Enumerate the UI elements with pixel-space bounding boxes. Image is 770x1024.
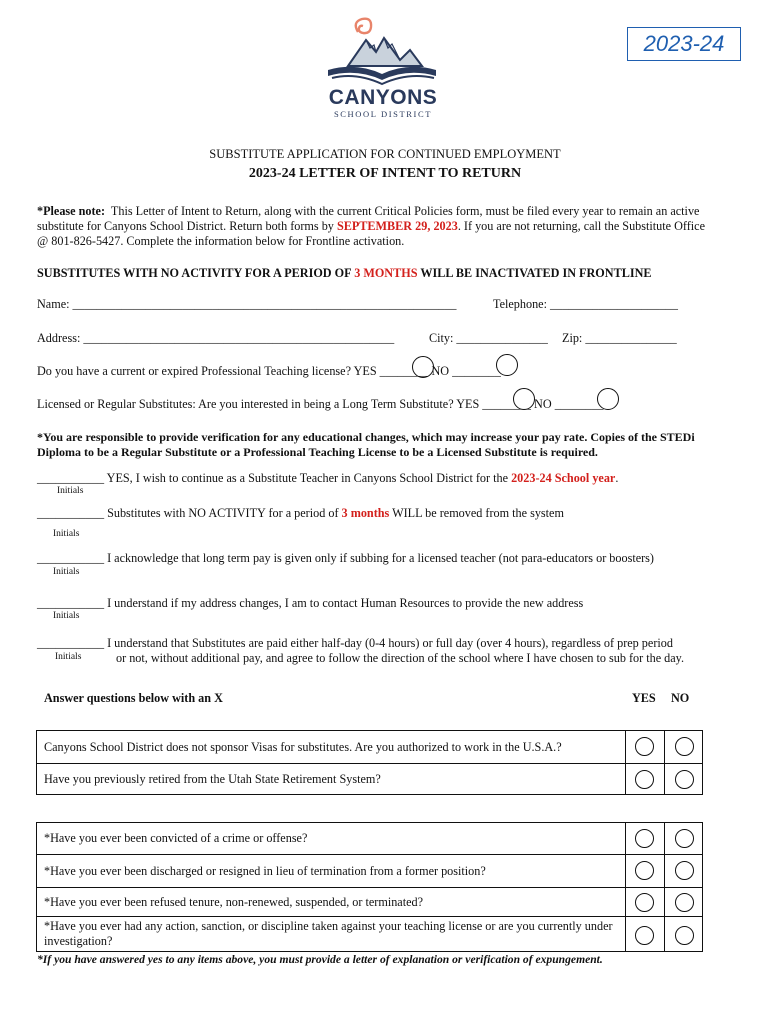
note-text-3: . If you are not returning, call the Substitute Office <box>457 219 706 233</box>
license-no-circle[interactable] <box>496 354 518 376</box>
logo-name: CANYONS <box>328 86 438 109</box>
city-field[interactable]: City: _______________ <box>429 331 548 345</box>
question-table-1 <box>36 730 703 795</box>
question-text: *Have you ever been refused tenure, non-renewed, suspended, or terminated? <box>44 895 424 909</box>
logo-graphic-icon <box>318 14 448 90</box>
item-1-post: . <box>615 471 619 485</box>
verification-line-1: *You are responsible to provide verification for any educational changes, which may increase your pay rate. Copies of the STEDi <box>37 430 695 444</box>
item-1-highlight: 2023-24 School year <box>511 471 616 485</box>
note-deadline: SEPTEMBER 29, 2023 <box>336 219 458 233</box>
initials-blank[interactable]: ___________ <box>37 506 105 520</box>
year-badge <box>627 27 741 61</box>
inactivation-months: 3 MONTHS <box>354 266 418 280</box>
initials-blank[interactable]: ___________ <box>37 551 105 565</box>
yes-circle[interactable] <box>635 737 654 756</box>
no-circle[interactable] <box>675 926 694 945</box>
verification-line-2: Diploma to be a Regular Substitute or a Professional Teaching License to be a Licensed Substitute is required. <box>37 445 598 459</box>
yes-circle[interactable] <box>635 829 654 848</box>
no-circle[interactable] <box>675 770 694 789</box>
initials-blank[interactable]: ___________ <box>37 471 105 485</box>
telephone-field[interactable]: Telephone: _____________________ <box>493 297 678 311</box>
footer-note: *If you have answered yes to any items above, you must provide a letter of explanation or verification of expungement. <box>37 953 603 966</box>
page-subtitle: SUBSTITUTE APPLICATION FOR CONTINUED EMPLOYMENT <box>209 147 561 161</box>
address-field[interactable]: Address: ___________________________________________________ <box>37 331 395 345</box>
column-divider <box>664 731 665 794</box>
column-divider <box>625 823 626 951</box>
district-logo <box>318 14 448 120</box>
yes-header: YES <box>632 691 656 705</box>
question-text: Have you previously retired from the Utah State Retirement System? <box>44 772 381 786</box>
question-table-2 <box>36 822 703 952</box>
longterm-no-circle[interactable] <box>597 388 619 410</box>
item-2 <box>37 506 564 521</box>
no-circle[interactable] <box>675 893 694 912</box>
item-1 <box>37 471 618 486</box>
no-circle[interactable] <box>675 861 694 880</box>
item-2-highlight: 3 months <box>341 506 390 520</box>
note-text-2: substitute for Canyons School District. Return both forms by <box>37 219 334 233</box>
question-row <box>37 917 702 953</box>
initials-label: Initials <box>55 652 82 662</box>
item-4 <box>37 596 583 611</box>
page-title: 2023-24 LETTER OF INTENT TO RETURN <box>248 166 522 181</box>
question-row <box>37 855 702 888</box>
name-field[interactable]: Name: _______________________________________________________________ <box>37 297 457 311</box>
no-circle[interactable] <box>675 829 694 848</box>
item-5 <box>37 636 673 651</box>
note-line-3 <box>37 234 404 249</box>
question-row <box>37 731 702 764</box>
zip-field[interactable]: Zip: _______________ <box>562 331 677 345</box>
license-yes-circle[interactable] <box>412 356 434 378</box>
answer-header: Answer questions below with an X <box>44 691 223 705</box>
inactivation-warning <box>37 266 652 281</box>
question-row <box>37 888 702 917</box>
item-5-text-2: or not, without additional pay, and agree to follow the direction of the school where I have chosen to sub for the day. <box>116 651 685 665</box>
yes-circle[interactable] <box>635 926 654 945</box>
yes-circle[interactable] <box>635 893 654 912</box>
inactivation-post: WILL BE INACTIVATED IN FRONTLINE <box>420 266 652 280</box>
license-question: Do you have a current or expired Professional Teaching license? YES ________ NO ________ <box>37 364 501 378</box>
question-text: *Have you ever been convicted of a crime or offense? <box>44 831 308 845</box>
item-3 <box>37 551 654 566</box>
initials-label: Initials <box>53 611 80 621</box>
column-divider <box>664 823 665 951</box>
item-4-text: I understand if my address changes, I am to contact Human Resources to provide the new address <box>107 596 584 610</box>
initials-label: Initials <box>53 529 80 539</box>
initials-blank[interactable]: ___________ <box>37 636 105 650</box>
yes-circle[interactable] <box>635 770 654 789</box>
yes-circle[interactable] <box>635 861 654 880</box>
longterm-yes-circle[interactable] <box>513 388 535 410</box>
item-1-text: YES, I wish to continue as a Substitute Teacher in Canyons School District for the <box>106 471 509 485</box>
no-header: NO <box>671 691 690 705</box>
logo-subtitle: SCHOOL DISTRICT <box>333 109 433 119</box>
initials-label: Initials <box>57 486 84 496</box>
longterm-question: Licensed or Regular Substitutes: Are you interested in being a Long Term Substitute? YES ________ NO ________ <box>37 397 604 411</box>
no-circle[interactable] <box>675 737 694 756</box>
question-text: Canyons School District does not sponsor Visas for substitutes. Are you authorized to work in the U.S.A.? <box>44 740 562 754</box>
question-row <box>37 764 702 796</box>
inactivation-pre: SUBSTITUTES WITH NO ACTIVITY FOR A PERIOD OF <box>37 266 352 280</box>
note-text-4: @ 801-826-5427. Complete the information below for Frontline activation. <box>37 234 405 248</box>
note-label: *Please note: <box>37 204 106 218</box>
item-5-text-1: I understand that Substitutes are paid either half-day (0-4 hours) or full day (over 4 hours), regardless of prep period <box>107 636 673 650</box>
question-row <box>37 823 702 855</box>
item-2-post: WILL be removed from the system <box>392 506 564 520</box>
initials-blank[interactable]: ___________ <box>37 596 105 610</box>
question-text: *Have you ever had any action, sanction, or discipline taken against your teaching license or are you currently under investigation? <box>44 919 613 948</box>
note-line-2 <box>37 219 705 234</box>
item-3-text: I acknowledge that long term pay is given only if subbing for a licensed teacher (not para-educators or boosters) <box>107 551 654 565</box>
initials-label: Initials <box>53 567 80 577</box>
item-2-text: Substitutes with NO ACTIVITY for a period of <box>107 506 339 520</box>
question-text: *Have you ever been discharged or resigned in lieu of termination from a former position? <box>44 864 486 878</box>
note-line-1 <box>37 204 699 219</box>
year-badge-text: 2023-24 <box>643 31 725 56</box>
column-divider <box>625 731 626 794</box>
note-text-1: This Letter of Intent to Return, along with the current Critical Policies form, must be filed every year to remain an active <box>110 204 700 218</box>
